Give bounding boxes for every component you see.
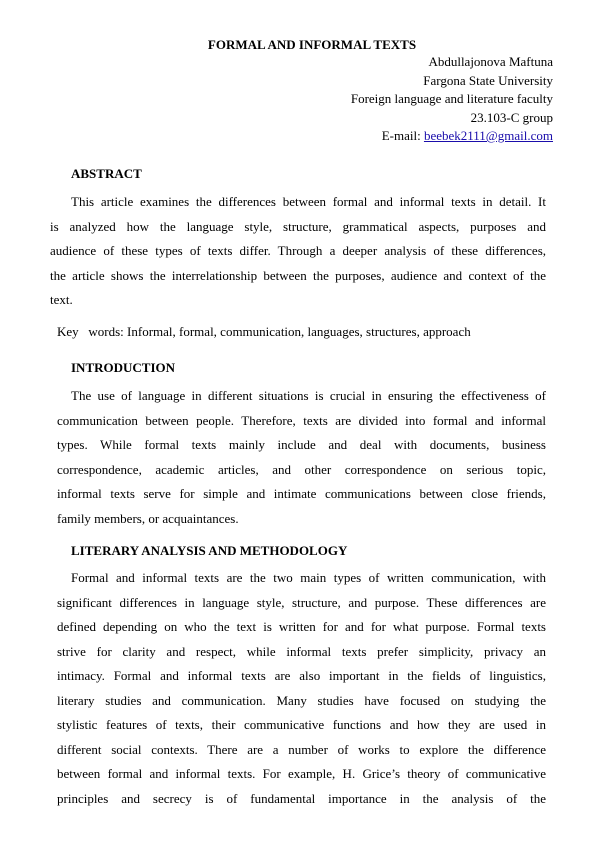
introduction-heading: INTRODUCTION — [71, 360, 176, 375]
abstract-line: text. — [50, 292, 73, 307]
analysis-heading: LITERARY ANALYSIS AND METHODOLOGY — [71, 543, 348, 558]
author-name: Abdullajonova Maftuna — [428, 54, 553, 69]
author-group: 23.103-C group — [470, 109, 553, 125]
analysis-line: significant differences in language style, structure, and purpose. These differences are — [57, 594, 546, 610]
analysis-line: defined depending on who the text is written for and for what purpose. Formal texts — [57, 619, 546, 634]
introduction-line: The use of language in different situations is crucial in ensuring the effectiveness of — [71, 388, 546, 403]
analysis-line: principles and secrecy is of fundamental importance in the analysis of the — [57, 790, 546, 806]
email-label: E-mail: — [381, 128, 424, 143]
analysis-line: Formal and informal texts are the two main types of written communication, with — [71, 570, 546, 585]
introduction-line: communication between people. Therefore, texts are divided into formal and informal — [57, 412, 546, 428]
analysis-line: stylistic features of texts, their communicative functions and how they are used in — [57, 717, 546, 732]
introduction-line: correspondence, academic articles, and other correspondence on serious topic, — [57, 461, 546, 477]
author-faculty: Foreign language and literature faculty — [350, 91, 553, 106]
keywords-line: Key words: Informal, formal, communication, languages, structures, approach — [57, 324, 471, 339]
abstract-paragraph — [50, 190, 546, 313]
email-link[interactable]: beebek2111@gmail.com — [423, 128, 553, 143]
author-info — [351, 53, 553, 146]
analysis-line: literary studies and communication. Many studies have focused on studying the — [57, 692, 546, 708]
author-university: Fargona State University — [423, 72, 553, 88]
abstract-line: audience of these types of texts differ. Through a deeper analysis of these differences, — [50, 243, 546, 258]
abstract-line: is analyzed how the language style, structure, grammatical aspects, purposes and — [50, 218, 546, 234]
article-title: FORMAL AND INFORMAL TEXTS — [207, 37, 417, 52]
analysis-line: strive for clarity and respect, while informal texts prefer simplicity, privacy an — [57, 643, 546, 659]
introduction-paragraph — [57, 384, 546, 531]
abstract-heading: ABSTRACT — [71, 166, 142, 181]
author-email-line — [351, 127, 553, 146]
introduction-line: family members, or acquaintances. — [57, 510, 239, 526]
abstract-line: This article examines the differences between formal and informal texts in detail. It — [71, 194, 546, 209]
analysis-paragraph — [57, 566, 546, 811]
abstract-line: the article shows the interrelationship between the purposes, audience and context of the — [50, 267, 546, 283]
analysis-line: between formal and informal texts. For example, H. Grice’s theory of communicative — [57, 766, 546, 781]
introduction-line: informal texts serve for simple and intimate communications between close friends, — [57, 486, 546, 501]
analysis-line: intimacy. Formal and informal texts are also important in the fields of linguistics, — [57, 668, 546, 683]
introduction-line: types. While formal texts mainly include and deal with documents, business — [57, 437, 546, 452]
analysis-line: different social contexts. There are a number of works to explore the difference — [57, 741, 546, 757]
